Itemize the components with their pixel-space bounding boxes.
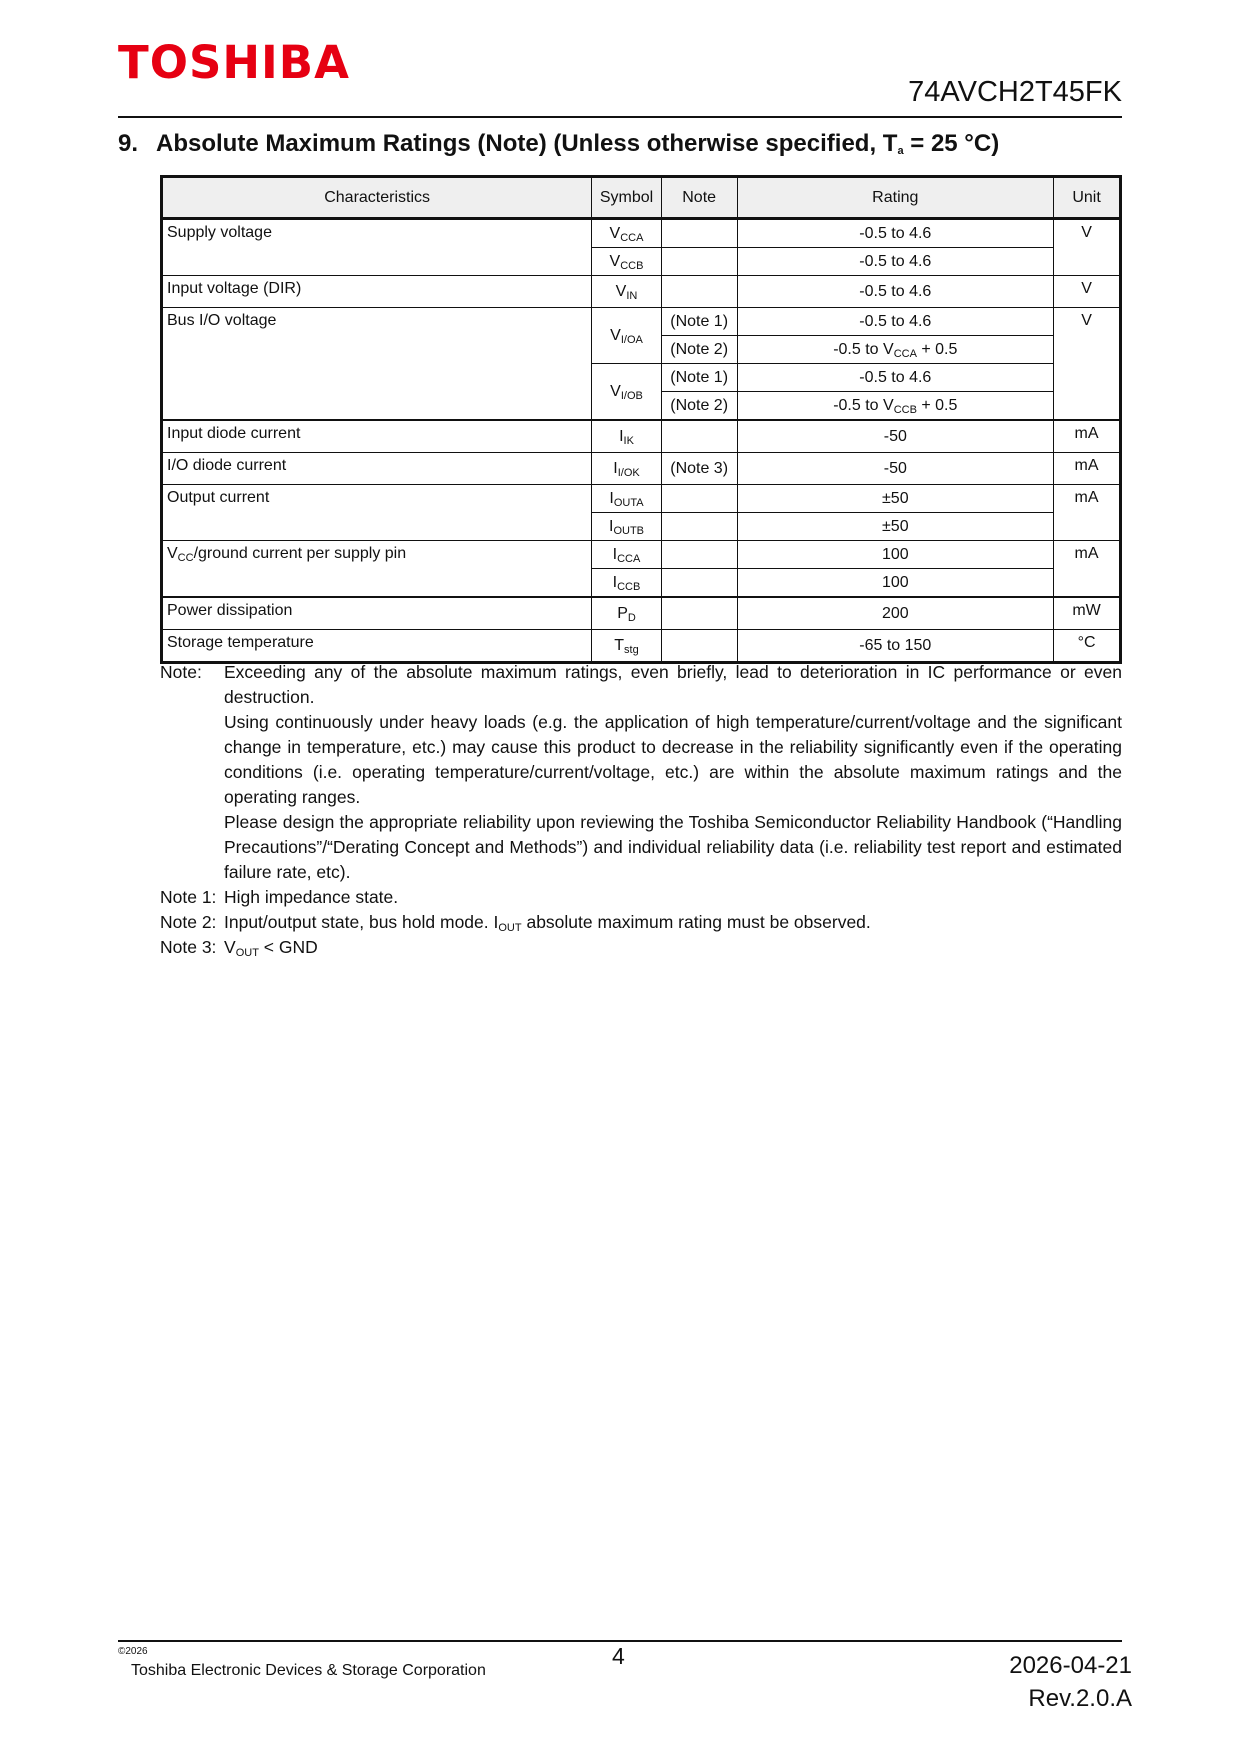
unit-input-diode: mA (1054, 420, 1121, 453)
rating-vioa-2: -0.5 to $V_{CCA} + 0.5$ (737, 336, 1054, 364)
symbol-vioa: $V_{I/OA}$ (592, 308, 662, 364)
symbol-vcca: $V_{CCA}$ (592, 219, 662, 248)
table-row (162, 219, 1121, 248)
note-cell (661, 541, 737, 569)
footer-copyright: ©2026 (118, 1646, 148, 1657)
table-row (162, 485, 1121, 513)
rating-viob-2: -0.5 to $V_{CCB} + 0.5$ (737, 392, 1054, 421)
table-row (162, 597, 1121, 630)
note-cell (661, 248, 737, 276)
rating-iiok: -50 (737, 453, 1054, 485)
rating-viob-1: -0.5 to 4.6 (737, 364, 1054, 392)
row-label-io-diode-current: I/O diode current (162, 453, 592, 485)
row-label-output-current: Output current (162, 485, 592, 541)
note-cell (661, 219, 737, 248)
note-vioa-1: (Note 1) (661, 308, 737, 336)
unit-storage-temperature: °C (1054, 630, 1121, 663)
rating-ioutb: ±50 (737, 513, 1054, 541)
footer-rule (118, 1640, 1122, 1642)
unit-io-diode: mA (1054, 453, 1121, 485)
note-2-text: Input/output state, bus hold mode. $I_{OUT}$ absolute maximum rating must be observed. (224, 912, 871, 934)
unit-supply-voltage: V (1054, 219, 1121, 276)
table-header-row (162, 177, 1121, 219)
note-2 (160, 910, 1122, 935)
footer-revision: Rev.2.0.A (1028, 1685, 1132, 1712)
note-main-p2: Using continuously under heavy loads (e.g. the application of high temperature/current/voltage and the significant change in temperature, etc.) may cause this product to decrease in the reliability significantly even if the operating conditions (i.e. operating temperature/current/voltage, etc.) are within the absolute maximum ratings and the operating ranges. (224, 712, 1122, 807)
rating-vioa-1: -0.5 to 4.6 (737, 308, 1054, 336)
rating-vin: -0.5 to 4.6 (737, 276, 1054, 308)
header-rule (118, 116, 1122, 118)
table-row (162, 453, 1121, 485)
rating-icca: 100 (737, 541, 1054, 569)
note-cell (661, 630, 737, 663)
row-label-input-diode-current: Input diode current (162, 420, 592, 453)
symbol-pd: $P_D$ (592, 597, 662, 630)
header-rating: Rating (737, 177, 1054, 219)
rating-iccb: 100 (737, 569, 1054, 598)
symbol-iccb: $I_{CCB}$ (592, 569, 662, 598)
section-title-tail: = 25 °C) (903, 130, 1000, 157)
table-row (162, 420, 1121, 453)
note-1 (160, 885, 1122, 910)
symbol-ioutb: $I_{OUTB}$ (592, 513, 662, 541)
rating-vccb: -0.5 to 4.6 (737, 248, 1054, 276)
note-main-body (224, 660, 1122, 885)
rating-pd: 200 (737, 597, 1054, 630)
note-cell (661, 485, 737, 513)
toshiba-logo: TOSHIBA (118, 36, 350, 89)
symbol-vccb: $V_{CCB}$ (592, 248, 662, 276)
note-1-text: High impedance state. (224, 887, 399, 907)
note-2-label: Note 2: (160, 912, 217, 932)
row-label-input-voltage: Input voltage (DIR) (162, 276, 592, 308)
symbol-iiok: $I_{I/OK}$ (592, 453, 662, 485)
note-3 (160, 935, 1122, 960)
rating-vcca: -0.5 to 4.6 (737, 219, 1054, 248)
note-cell (661, 420, 737, 453)
header-note: Note (661, 177, 737, 219)
part-number: 74AVCH2T45FK (908, 76, 1122, 108)
note-viob-1: (Note 1) (661, 364, 737, 392)
unit-input-voltage: V (1054, 276, 1121, 308)
note-3-text: $V_{OUT}$ < GND (224, 937, 318, 959)
note-cell (661, 513, 737, 541)
table-row (162, 308, 1121, 336)
rating-iik: -50 (737, 420, 1054, 453)
table-row (162, 541, 1121, 569)
row-label-power-dissipation: Power dissipation (162, 597, 592, 630)
rating-iouta: ±50 (737, 485, 1054, 513)
table-row (162, 276, 1121, 308)
header-unit: Unit (1054, 177, 1121, 219)
row-label-bus-io-voltage: Bus I/O voltage (162, 308, 592, 421)
symbol-viob: $V_{I/OB}$ (592, 364, 662, 421)
absolute-max-ratings-table (160, 175, 1122, 664)
header-characteristics: Characteristics (162, 177, 592, 219)
section-title (118, 130, 999, 158)
symbol-iouta: $I_{OUTA}$ (592, 485, 662, 513)
note-1-label: Note 1: (160, 887, 217, 907)
row-label-storage-temperature: Storage temperature (162, 630, 592, 663)
section-title-text: Absolute Maximum Ratings (Note) (Unless otherwise specified, T (156, 130, 898, 157)
note-viob-2: (Note 2) (661, 392, 737, 421)
note-cell (661, 569, 737, 598)
note-main-p1: Exceeding any of the absolute maximum ratings, even briefly, lead to deterioration in IC performance or even destruction. (224, 662, 1122, 707)
unit-bus-io-voltage: V (1054, 308, 1121, 421)
row-label-supply-voltage: Supply voltage (162, 219, 592, 276)
footer-date: 2026-04-21 (1009, 1652, 1132, 1679)
table-row (162, 630, 1121, 663)
note-3-label: Note 3: (160, 937, 217, 957)
symbol-vin: $V_{IN}$ (592, 276, 662, 308)
section-number: 9. (118, 130, 139, 157)
note-cell (661, 597, 737, 630)
note-vioa-2: (Note 2) (661, 336, 737, 364)
unit-vcc-ground: mA (1054, 541, 1121, 598)
header-symbol: Symbol (592, 177, 662, 219)
note-iiok: (Note 3) (661, 453, 737, 485)
rating-tstg: -65 to 150 (737, 630, 1054, 663)
symbol-iik: $I_{IK}$ (592, 420, 662, 453)
note-main (160, 660, 1122, 885)
row-label-vcc-ground-current: $V_{CC}$/ground current per supply pin (162, 541, 592, 598)
note-cell (661, 276, 737, 308)
symbol-tstg: $T_{stg}$ (592, 630, 662, 663)
footer-company: Toshiba Electronic Devices & Storage Corporation (131, 1662, 486, 1679)
section-title-sub: a (897, 145, 904, 157)
unit-power-dissipation: mW (1054, 597, 1121, 630)
unit-output-current: mA (1054, 485, 1121, 541)
notes-block (160, 660, 1122, 960)
note-main-label: Note: (160, 662, 202, 682)
page-number: 4 (612, 1643, 625, 1669)
note-main-p3: Please design the appropriate reliability upon reviewing the Toshiba Semiconductor Reliability Handbook (“Handling Precautions”/“Derating Concept and Methods”) and individual reliability data (i.e. reliability test report and estimated failure rate, etc). (224, 812, 1122, 882)
symbol-icca: $I_{CCA}$ (592, 541, 662, 569)
